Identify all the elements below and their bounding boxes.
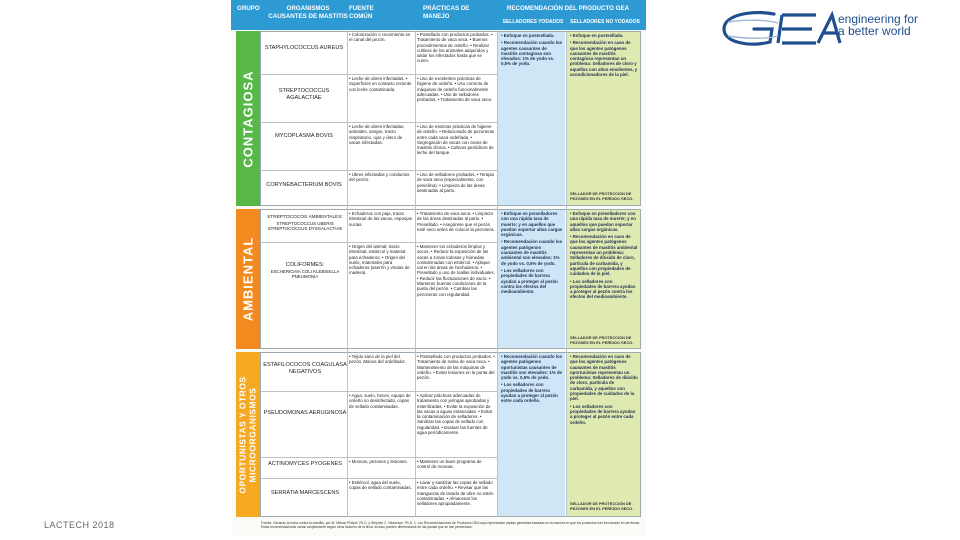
rec-item: • Recomendación cuando los agentes causantes de mastitis contagiosa son elevados: 1% de yodo vs. 0,5% de yodo. (501, 40, 563, 67)
org-corynebacterium: CORYNEBACTERIUM BOVIS (266, 182, 342, 188)
fuente-estafilococos: • Tejido sano de la piel del pezón. Manos del ordeñador. (349, 354, 406, 365)
column-divider (566, 31, 567, 517)
fuente-streptococos-ambientales: • Echaderos con paja, tracto intestinal de las vacas, esponjas sucias. (349, 211, 412, 227)
footer-event-label: LACTECH 2018 (44, 520, 115, 530)
practicas-serratia: • Lavar y sanitizar las copas de sellado entre cada ordeño. • Revisar que las mangueras de lavado de ubre no estén contaminadas. • Almacenar los selladores apropiadamente. (417, 480, 494, 507)
practicas-pseudomonas: • Aplicar prácticas adecuadas de tratamiento con jeringas aprobadas y esterilizadas. • Evitar la exposición de las vacas a aguas estancadas. • Evitar la contaminación de selladores. • Sanitizar las copas de sellado con regularidad. • Evaluar las fuentes de agua periódicamente. (417, 393, 493, 436)
rec-item: • Los selladores con propiedades de barrera ayudan a proteger al pezón contra los efectos del medioambiente. (501, 267, 558, 295)
row-divider (261, 170, 497, 171)
org-coliformes (263, 262, 347, 279)
fuente-staphylococcus: • Colonización o crecimiento en el canal del pezón. (349, 32, 411, 43)
org-mycoplasma: MYCOPLASMA BOVIS (275, 133, 333, 139)
org-streptococos-ambientales (263, 215, 347, 231)
tagline-line-1: engineering for (838, 12, 919, 26)
rec-item: • Recomendación en caso de que los agentes patógenos causantes de mastitis contagiosa representan un problema: Selladores de cloro y aquellos con altos emolientes, y acondicionadores de la piel. (570, 40, 638, 78)
tagline-line-2: a better world (838, 24, 911, 38)
mastitis-table-document (231, 0, 646, 537)
rec-no-yodados-contagiosa (570, 33, 638, 79)
org-coliformes-name: COLIFORMES: (285, 262, 325, 268)
row-divider (261, 74, 497, 75)
practicas-mycoplasma: • Uso de estrictas prácticas de higiene de ordeño. • Relacionado de pezoneras entre cada vaca ordeñada. • Segregación de vacas con casos de mastitis clínica. • Cultivos periódicos de leche del tanque. (417, 124, 495, 156)
header-recomendacion: RECOMENDACIÓN DEL PRODUCTO GEA (506, 5, 630, 12)
practicas-streptococos-ambientales: • Tratamiento de vaca seca. • Limpieza de las áreas destinadas al parto. • Presellado. • Asegúrese que el pezón esté seco antes de colocar la pezonera. (417, 211, 495, 232)
group-label-ambiental: AMBIENTAL (240, 236, 256, 322)
rec-no-yodados-ambiental (570, 211, 638, 302)
rec-yodados-ambiental (501, 211, 563, 296)
row-divider (261, 122, 497, 123)
org-streptococos-ambientales-species: STREPTOCOCCUS UBERIS STREPTOCOCCUS DYSGALACTIAE (267, 220, 343, 231)
practicas-streptococcus-agalactiae: • Uso de excelentes prácticas de higiene de ordeño. • Uso correcto de máquinas de ordeño funcionalmente adecuadas. • Uso de selladores probados. • Tratamiento de vaca seca. (417, 76, 493, 103)
group-label-oportunistas (239, 376, 258, 493)
org-pseudomonas: PSEUDOMONAS AERUGINOSA (263, 410, 347, 416)
org-estafilococos: ESTAFILOCOCOS COAGULASA NEGATIVOS (263, 362, 347, 375)
org-staphylococcus: STAPHYLOCOCCUS AUREUS (264, 45, 344, 51)
rec-item: • Recomendación en caso de que los agentes patógenos causantes de mastitis oportunistas representan un problema: Selladores de dióxido de cloro, partícula de carbamida, y aquellos con propiedades de cuidados de la piel. (570, 354, 638, 402)
fuente-streptococcus-agalactiae: • Leche de ubres infectadas. • Superficies en contacto reciente con leche contaminada. (349, 76, 412, 92)
fuente-coliformes: • Origen del animal; tracto intestinal, estiércol y material para echaderos. • Origen del suelo, materiales para echaderos (aserrín y virutas de madera). (349, 244, 410, 276)
org-actinomyces: ACTINOMYCES PYOGENES (268, 461, 342, 467)
group-band-ambiental (236, 209, 260, 349)
gea-tagline (838, 13, 918, 37)
group-label-contagiosa: CONTAGIOSA (240, 69, 256, 168)
org-streptococos-ambientales-name: STREPTOCOCOS AMBIENTALES: (267, 215, 343, 220)
fuente-corynebacterium: • Ubres infectadas y conductos del pezón. (349, 172, 410, 183)
fuente-mycoplasma: • Leche de ubres infectadas, animales, sangre, tracto respiratorio, ojos y útero de vacas infectadas. (349, 124, 405, 145)
rec-item: • Recomendación en caso de que los agentes patógenos causantes de mastitis ambiental representan un problema: Selladores de dióxido de cloro, partícula de carbamida, y aquellos con propiedades de cuidados de la piel. (570, 234, 638, 277)
practicas-staphylococcus: • Postellado con productos probados. • Tratamiento de vaca seca. • Buenos procedimientos de ordeño. • Realizar cultivos de los animales adquiridos y aislar los infectados hasta que se curen. (417, 32, 493, 64)
caption-oportunistas: SELLADOR DE PROTECCIÓN DE PEZONES EN EL PERÍODO SECO. (570, 501, 634, 511)
caption-ambiental: SELLADOR DE PROTECCIÓN DE PEZONES EN EL PERÍODO SECO. (570, 335, 634, 345)
header-organismos: ORGANISMOS CAUSANTES DE MASTITIS (268, 5, 348, 20)
group-label-oportunistas-line-2: MICROORGANISMOS (247, 387, 257, 482)
rec-item: • Recomendación cuando los agentes patógenos oportunistas causantes de mastitis son elevados: 1% de yodo vs. 0,5% de yodo. (501, 354, 563, 381)
rec-item: • Enfoque en postsellado. (501, 33, 555, 38)
org-streptococcus-agalactiae: STREPTOCOCCUS AGALACTIAE (278, 88, 330, 101)
header-no-yodados: SELLADORES NO YODADOS (570, 19, 640, 25)
source-note: Fuente: Gerando la lucha contra la mastitis, por W. Nelson Philpot, Ph.D. y Stephen C. Nickerson, Ph.D. 1. Las Recomendaciones de Productos GEA aquí representan pautas generales basadas en la manera en que los productos han funcionado en las fincas. Estas recomendaciones varían ampliamente según otros factores de la finca, incluso pueden diferenciarse de las pautas que se han presentado. (261, 521, 640, 529)
row-divider (261, 457, 497, 458)
rec-item: • Enfoque en preselladores con una rápida tasa de muerte; y en aquellos que puedan soportar altas cargas orgánicas. (501, 211, 563, 238)
column-divider (415, 31, 416, 517)
row-divider (261, 242, 497, 243)
rec-yodados-oportunistas (501, 354, 563, 406)
fuente-serratia: • Estiércol, agua del suelo, copas de sellado contaminadas. (349, 480, 412, 491)
rec-no-yodados-oportunistas (570, 354, 638, 427)
table-header (231, 0, 646, 30)
org-serratia: SERRATIA MARCESCENS (270, 490, 340, 496)
rec-item: • Los selladores con propiedades de barrera ayudan a proteger al pezón contra los efectos del medioambiente. (570, 278, 636, 300)
header-practicas: PRÁCTICAS DE MANEJO (423, 5, 470, 20)
header-grupo: GRUPO (237, 5, 260, 12)
row-divider (261, 478, 497, 479)
org-coliformes-species: ESCHERICHIA COLI KLEBSIELLA PNEUMONIA (270, 268, 340, 279)
gea-logo-mark (724, 13, 840, 45)
column-divider (347, 31, 348, 517)
rec-item: • Enfoque en postsellado. (570, 33, 624, 38)
rec-item: • Los selladores con propiedades de barrera ayudan a proteger al pezón entre cada ordeño. (570, 403, 636, 425)
rec-item: • Recomendación cuando los agentes patógenos causantes de mastitis ambiental son elevados: 1% de yodo vs. 0,5% de yodo. (501, 239, 563, 266)
practicas-coliformes: • Mantener los echaderos limpios y secos. • Reducir la exposición de las vacas a zonas lodosas y húmedas contaminadas con estiércol. • Aplique cal en las áreas de hechaderos. • Presellado y uso de toallas individuales. • Reducir las fluctuaciones de vacío. • Mantener buenas condiciones de la punta del pezón. • Cambiar las pezoneras con regularidad. (417, 244, 495, 297)
header-fuente: FUENTE COMÚN (349, 5, 374, 20)
fuente-actinomyces: • Moscas, pezones y lesiones. (349, 459, 408, 464)
column-divider (497, 31, 498, 517)
rec-item: • Los selladores con propiedades de barrera ayudan a proteger al pezón entre cada ordeño. (501, 382, 558, 404)
group-band-contagiosa (236, 31, 260, 206)
caption-contagiosa: SELLADOR DE PROTECCIÓN DE PEZONES EN EL PERÍODO SECO. (570, 191, 634, 201)
rec-item: • Enfoque en preselladores con una rápida tasa de muerte; y en aquellos que puedan soportar altas cargas orgánicas. (570, 211, 636, 232)
group-band-oportunistas (236, 352, 260, 517)
practicas-actinomyces: • Mantener un buen programa de control de moscas. (417, 459, 482, 470)
practicas-corynebacterium: • Uso de selladores probados. • Terapia de vaca seca (especialmente, con penicilina). • Limpieza de las áreas destinadas al parto. (417, 172, 494, 193)
header-yodados: SELLADORES YODADOS (502, 19, 564, 25)
group-label-oportunistas-line-1: OPORTUNISTAS Y OTROS (237, 375, 248, 494)
row-divider (261, 391, 497, 392)
practicas-estafilococos: • Postsellado con productos probados. • Tratamiento de rutina de vaca seca. • Mantenimiento de las máquinas de ordeño. • Evitar lesiones en la punta del pezón. (417, 354, 495, 381)
fuente-pseudomonas: • Agua, suelo, heces, equipo de ordeño no desinfectado, copas de sellado contaminadas. (349, 393, 411, 409)
rec-yodados-contagiosa (501, 33, 563, 69)
